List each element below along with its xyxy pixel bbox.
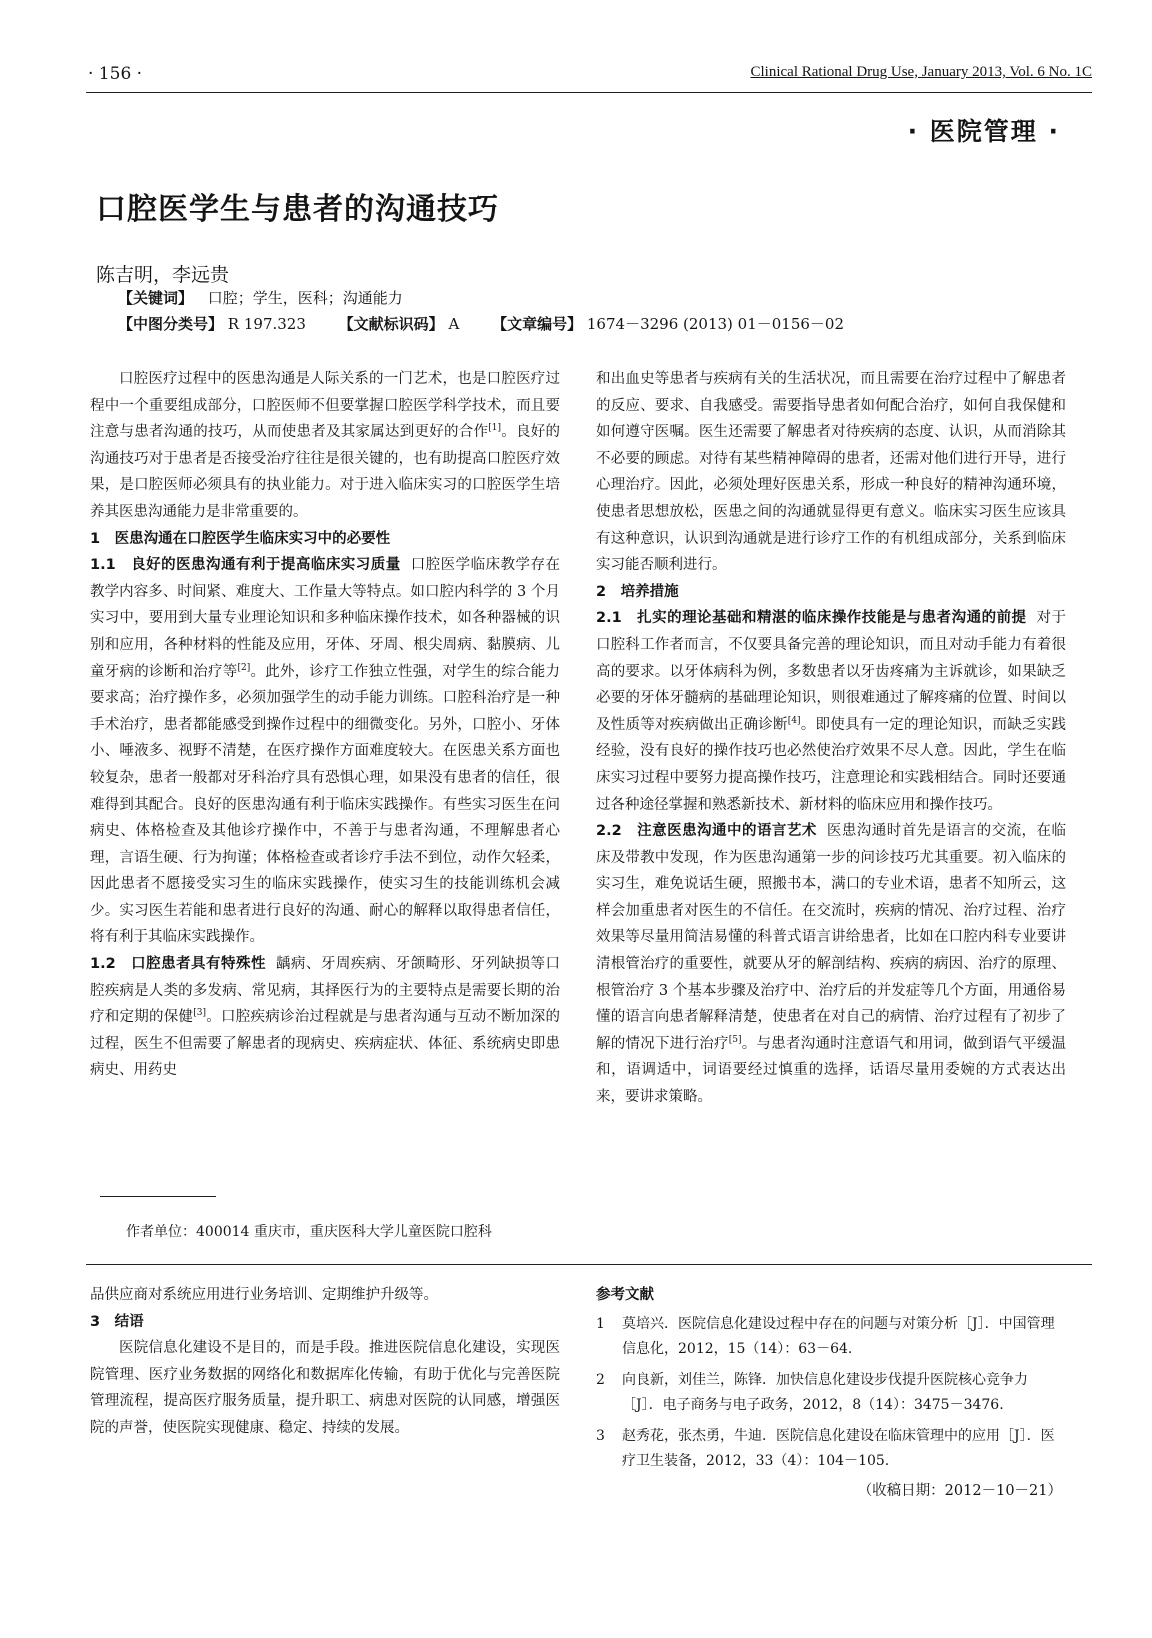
journal-citation: Clinical Rational Drug Use, January 2013, Vol. 6 No. 1C [750, 64, 1092, 80]
keywords-label: 【关键词】 [118, 289, 194, 307]
prev-article-paragraph: 品供应商对系统应用进行业务培训、定期维护升级等。 [90, 1287, 438, 1303]
references [596, 1282, 1066, 1504]
heading-1: 1 医患沟通在口腔医学生临床实习中的必要性 [90, 530, 391, 547]
conclusion-paragraph: 医院信息化建设不是目的，而是手段。推进医院信息化建设，实现医院管理、医疗业务数据的网络化和数据库化传输，有助于优化与完善医院管理流程，提高医疗服务质量，提升职工、病患对医院的认同感，增强医院的声誉，使医院实现健康、稳定、持续的发展。 [90, 1340, 560, 1436]
received-date: （收稿日期：2012－10－21） [857, 1483, 1062, 1499]
keywords-line [118, 287, 403, 308]
heading-1-2: 1.2 口腔患者具有特殊性 [90, 956, 266, 973]
citation-2: [2] [237, 662, 251, 673]
article-title: 口腔医学生与患者的沟通技巧 [96, 192, 499, 227]
article-authors: 陈吉明，李远贵 [96, 264, 230, 286]
section-1-1: 1.1 良好的医患沟通有利于提高临床实习质量 口腔医学临床教学存在教学内容多、时间紧、难度大、工作量大等特点。如口腔内科学的 3 个月实习中，要用到大量专业理论知识和多种临床操作技术，如各种器械的识别和应用，各种材料的性能及应用，牙体、牙周、根尖周病、黏膜病、儿童牙病的诊断和治疗等[2]。此外，诊疗工作独立性强，对学生的综合能力要求高；治疗操作多，必须加强学生的动手能力训练。口腔科治疗是一种手术治疗，患者都能感受到操作过程中的细微变化。另外，口腔小、牙体小、唾液多、视野不清楚，在医疗操作方面难度较大。在医患关系方面也较复杂，患者一般都对牙科治疗具有恐惧心理，如果没有患者的信任，很难得到其配合。良好的医患沟通有利于临床实践操作。有些实习医生在问病史、体格检查及其他诊疗操作中，不善于与患者沟通，不理解患者心理，言语生硬、行为拘谨；体格检查或者诊疗手法不到位，动作欠轻柔，因此患者不愿接受实习生的临床实践操作，使实习生的技能训练机会减少。实习医生若能和患者进行良好的沟通、耐心的解释以取得患者信任，将有利于其临床实践操作。 [90, 557, 561, 946]
left-column [90, 366, 560, 1084]
section-2-2: 2.2 注意医患沟通中的语言艺术 医患沟通时首先是语言的交流，在临床及带教中发现，作为医患沟通第一步的问诊技巧尤其重要。初入临床的实习生，难免说话生硬，照搬书本，满口的专业术语，患者不知所云，这样会加重患者对医生的不信任。在交流时，疾病的情况、治疗过程、治疗效果等尽量用简洁易懂的科普式语言讲给患者，比如在口腔内科专业要讲清根管治疗的重要性，就要从牙的解剖结构、疾病的病因、治疗的原理、根管治疗 3 个基本步骤及治疗中、治疗后的并发症等几个方面，用通俗易懂的语言向患者解释清楚，使患者在对自己的病情、治疗过程有了初步了解的情况下进行治疗[5]。与患者沟通时注意语气和用词，做到语气平缓温和，语调适中，词语要经过慎重的选择，话语尽量用委婉的方式表达出来，要讲求策略。 [596, 823, 1067, 1106]
header-rule [86, 92, 1092, 93]
section-label: · 医院管理 · [907, 117, 1060, 146]
article-number-label: 【文章编号】 [492, 315, 583, 333]
keywords: 口腔；学生，医科；沟通能力 [207, 289, 403, 307]
intro-paragraph: 口腔医疗过程中的医患沟通是人际关系的一门艺术，也是口腔医疗过程中一个重要组成部分，口腔医师不但要掌握口腔医学科学技术，而且要注意与患者沟通的技巧，从而使患者及其家属达到更好的合作[1]。良好的沟通技巧对于患者是否接受治疗往往是很关键的，也有助提高口腔医疗效果，是口腔医师必须具有的执业能力。对于进入临床实习的口腔医学生培养其医患沟通能力是非常重要的。 [90, 371, 560, 520]
doc-code-label: 【文献标识码】 [338, 315, 444, 333]
footnote-rule [100, 1196, 216, 1197]
section-2-1: 2.1 扎实的理论基础和精湛的临床操作技能是与患者沟通的前提 对于口腔科工作者而言，不仅要具备完善的理论知识，而且对动手能力有着很高的要求。以牙体病科为例，多数患者以牙齿疼痛为主诉就诊，如果缺乏必要的牙体牙髓病的基础理论知识，则很难通过了解疼痛的位置、时间以及性质等对疾病做出正确诊断[4]。即使具有一定的理论知识，而缺乏实践经验，没有良好的操作技巧也必然使治疗效果不尽人意。因此，学生在临床实习过程中要努力提高操作技巧，注意理论和实践相结合。同时还要通过各种途径掌握和熟悉新技术、新材料的临床应用和操作技巧。 [596, 610, 1067, 813]
heading-1-1: 1.1 良好的医患沟通有利于提高临床实习质量 [90, 557, 401, 574]
reference-item: 2 向良新，刘佳兰，陈锋．加快信息化建设步伐提升医院核心竞争力［J］．电子商务与电子政务，2012，8（14）：3475－3476. [596, 1372, 1028, 1413]
article-separator [86, 1264, 1092, 1265]
reference-item: 1 莫培兴．医院信息化建设过程中存在的问题与对策分析［J］．中国管理信息化，2012，15（14）：63－64. [596, 1316, 1055, 1357]
heading-2-2: 2.2 注意医患沟通中的语言艺术 [596, 823, 817, 840]
doc-code: A [448, 315, 460, 333]
reference-item: 3 赵秀花，张杰勇，牛迪．医院信息化建设在临床管理中的应用［J］．医疗卫生装备，2012，33（4）：104－105. [596, 1428, 1055, 1469]
references-title: 参考文献 [596, 1287, 654, 1303]
continued-paragraph: 和出血史等患者与疾病有关的生活状况，而且需要在治疗过程中了解患者的反应、要求、自我感受。需要指导患者如何配合治疗，如何自我保健和如何遵守医嘱。医生还需要了解患者对待疾病的态度、认识，从而消除其不必要的顾虑。对待有某些精神障碍的患者，还需对他们进行开导，进行心理治疗。因此，必须处理好医患关系，形成一种良好的精神沟通环境，使患者思想放松，医患之间的沟通就显得更有意义。临床实习医生应该具有这种意识，认识到沟通就是进行诊疗工作的有机组成部分，关系到临床实习能否顺利进行。 [596, 371, 1066, 574]
citation-4: [4] [787, 715, 801, 726]
heading-3: 3 结语 [90, 1313, 144, 1330]
page-number: · 156 · [88, 64, 143, 84]
lower-left-column [90, 1282, 560, 1442]
citation-5: [5] [728, 1035, 742, 1046]
heading-2-1: 2.1 扎实的理论基础和精湛的临床操作技能是与患者沟通的前提 [596, 610, 1027, 627]
classification-line [118, 313, 844, 334]
clc-label: 【中图分类号】 [118, 315, 224, 333]
right-column [596, 366, 1066, 1111]
heading-2: 2 培养措施 [596, 583, 679, 600]
article-number: 1674－3296 (2013) 01－0156－02 [586, 315, 845, 333]
section-1-2: 1.2 口腔患者具有特殊性 龋病、牙周疾病、牙颌畸形、牙列缺损等口腔疾病是人类的多发病、常见病，其择医行为的主要特点是需要长期的治疗和定期的保健[3]。口腔疾病诊治过程就是与患者沟通与互动不断加深的过程，医生不但需要了解患者的现病史、疾病症状、体征、系统病史即患病史、用药史 [90, 956, 561, 1079]
citation-3: [3] [193, 1008, 206, 1019]
clc-number: R 197.323 [227, 315, 306, 333]
citation-1: [1] [488, 423, 501, 434]
author-affiliation: 作者单位：400014 重庆市，重庆医科大学儿童医院口腔科 [126, 1224, 492, 1240]
